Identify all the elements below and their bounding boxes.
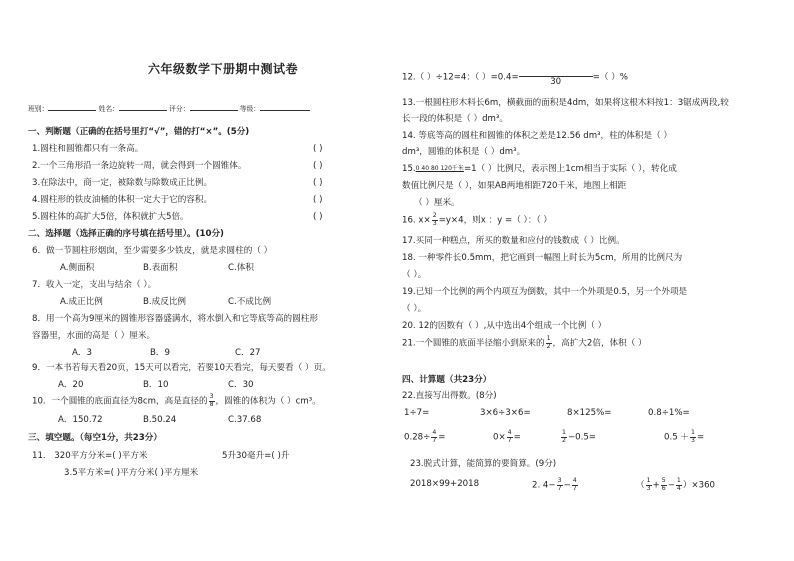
judge-paren-4[interactable]: ( ) [313, 195, 323, 205]
name-label: 姓名： [98, 105, 119, 113]
grade-field[interactable] [260, 101, 310, 111]
judge-paren-5[interactable]: ( ) [313, 212, 323, 222]
q6-text: 6．做一节圆柱形烟囱，至少需要多少铁皮，就是求圆柱的（ ） [32, 246, 273, 256]
q10-option-b[interactable]: B.50.24 [143, 415, 177, 425]
section1-heading: 一、判断题（正确的在括号里打“√”，错的打“×”。(5分) [28, 127, 250, 137]
q19-line1: 19.已知一个比例的两个内项互为倒数，其中一个外项是0.5，另一个外项是 [402, 287, 688, 297]
q9-option-a[interactable]: A．20 [58, 380, 84, 390]
q8-line2: 容器里，水面的高是（ ）厘米。 [32, 331, 156, 341]
q23-expr3: （ $\frac{1}{3}$ + $\frac{5}{6}$ − $\frac{1}{4}$ ）×360 [636, 477, 716, 492]
name-field[interactable] [119, 101, 167, 111]
section2-heading: 二、选择题（选择正确的序号填在括号里）。(10分) [28, 229, 224, 239]
q18-line2: （ ）。 [402, 270, 427, 280]
judge-paren-1[interactable]: ( ) [313, 144, 323, 154]
q16-fraction: $\frac{2}{3}$ [432, 212, 437, 227]
q14-line2: dm³，圆锥的体积是（ ）dm³。 [402, 147, 526, 157]
q15-line1: 15.$^{0 40 80 120千米}$=1（ ）比例尺，表示图上1cm相当于实际（ ），转化成 [402, 164, 677, 174]
judge-paren-3[interactable]: ( ) [313, 178, 323, 188]
q15-line3: （ ）厘米。 [414, 198, 460, 208]
q13-line2: 长一段的体积是（ ）dm³。 [402, 114, 508, 124]
q8-option-c[interactable]: C．27 [235, 348, 261, 358]
q7-option-c[interactable]: C.不成比例 [228, 297, 272, 307]
q21-text: 21.一个圆锥的底面半径缩小到原来的 $\frac{1}{2}$ ，高扩大2倍，体积（ ） [402, 335, 647, 350]
q7-option-a[interactable]: A.成正比例 [60, 297, 103, 307]
page-title: 六年级数学下册期中测试卷 [148, 62, 299, 76]
class-field[interactable] [48, 101, 96, 111]
q12-text: 12.（ ）÷12=4：（ ）=0.4= 30 =（ ）% [402, 66, 628, 88]
q22-r1-c3: 8×125%= [567, 408, 612, 418]
q23-expr2: 2. 4− $\frac{3}{7}$ − $\frac{4}{7}$ [532, 477, 577, 492]
q7-text: 7．收入一定，支出与结余（ ）。 [32, 280, 157, 290]
judge-paren-2[interactable]: ( ) [313, 161, 323, 171]
score-field[interactable] [190, 101, 238, 111]
judge-item-3: 3.在除法中，商一定，被除数与除数成正比例。 [32, 178, 213, 188]
judge-item-4: 4.圆柱形的铁皮油桶的体积一定大于它的容积。 [32, 195, 213, 205]
q11-part-a: 11． 320平方分米=( )平方米 [32, 451, 148, 461]
judge-item-1: 1.圆柱和圆锥都只有一条高。 [32, 144, 144, 154]
q16-text: 16. x× $\frac{2}{3}$ =y×4，则x ：y =（ ）：（ ） [402, 212, 553, 227]
judge-item-5: 5.圆柱体的高扩大5倍，体积就扩大5倍。 [32, 212, 189, 222]
q19-line2: （ ）。 [402, 304, 427, 314]
score-label: 评分： [169, 105, 190, 113]
scale-bar: 0 40 80 120千米 [415, 165, 464, 172]
q22-r1-c4: 0.8÷1%= [648, 408, 690, 418]
q18-line1: 18. 一种零件长0.5mm，把它画到一幅图上时长为5cm，所用的比例尺为 [402, 253, 683, 263]
q11-part-c: 3.5平方米=( )平方分米( )平方厘米 [64, 468, 199, 478]
section3-heading: 三、填空题。（每空1分，共23分） [28, 433, 162, 443]
q8-option-a[interactable]: A．3 [72, 348, 92, 358]
q10-option-a[interactable]: A．150.72 [58, 415, 103, 425]
q6-option-b[interactable]: B.表面积 [143, 263, 178, 273]
q14-line1: 14. 等底等高的圆柱和圆锥的体积之差是12.56 dm³，柱的体积是（ ） [402, 131, 672, 141]
info-row [28, 101, 310, 115]
q8-line1: 8．用一个高为9厘米的圆锥形容器盛满水，将水倒入和它等底等高的圆柱形 [32, 314, 318, 324]
q11-part-b: 5升30毫升=( )升 [222, 451, 290, 461]
q13-line1: 13.一根圆柱形木料长6m，横截面的面积是4dm，如果将这根木料按1：3锯成两段,较 [402, 98, 729, 108]
class-label: 班别： [28, 105, 49, 113]
q6-option-c[interactable]: C.体积 [228, 263, 254, 273]
q21-fraction: $\frac{1}{2}$ [546, 335, 551, 350]
q23-expr1: 2018×99+2018 [410, 479, 480, 489]
q7-option-b[interactable]: B.成反比例 [143, 297, 187, 307]
section4-heading: 四、计算题（共23分） [402, 375, 492, 385]
judge-item-2: 2.一个三角形沿一条边旋转一周，就会得到一个圆锥体。 [32, 161, 247, 171]
q17-text: 17.买同一种糕点，所买的数量和应付的钱数成（ ）比例。 [402, 236, 625, 246]
q9-option-c[interactable]: C．30 [228, 380, 254, 390]
q10-option-c[interactable]: C.37.68 [228, 415, 262, 425]
q12-fraction: 30 [519, 66, 593, 88]
grade-label: 等级： [239, 105, 261, 113]
q9-option-b[interactable]: B．10 [143, 380, 169, 390]
q22-r2-c1: 0.28÷ $\frac{4}{7}$ = [404, 429, 446, 444]
q22-r2-c4: 0.5 ＋ $\frac{1}{3}$ = [664, 429, 705, 444]
q9-text: 9．一本书若每天看20页，15天可以看完，若要10天看完，每天要看（ ）页。 [32, 363, 331, 373]
q8-option-b[interactable]: B．9 [150, 348, 170, 358]
q22-r1-c1: 1÷7= [404, 408, 430, 418]
q22-r1-c2: 3×6÷3×6= [480, 408, 531, 418]
q22-r2-c2: 0× $\frac{4}{7}$ = [493, 429, 521, 444]
q10-text: 10．一个圆锥的底面直径为8cm，高是直径的 $\frac{3}{8}$ ，圆锥的体积为（ ）cm³。 [32, 393, 321, 408]
q23-heading: 23.脱式计算，能简算的要简算。(9分) [410, 459, 557, 469]
q20-text: 20. 12的因数有（ ）,从中选出4个组成一个比例（ ） [402, 321, 607, 331]
q15-line2: 数值比例尺是（ ），如果AB两地相距720千米，地图上相距 [402, 181, 627, 191]
q10-fraction: $\frac{3}{8}$ [209, 393, 214, 408]
q22-heading: 22.直接写出得数。(8分) [402, 391, 497, 401]
q22-r2-c3: $\frac{1}{2}$ −0.5= [562, 429, 597, 444]
q6-option-a[interactable]: A.侧面积 [60, 263, 95, 273]
